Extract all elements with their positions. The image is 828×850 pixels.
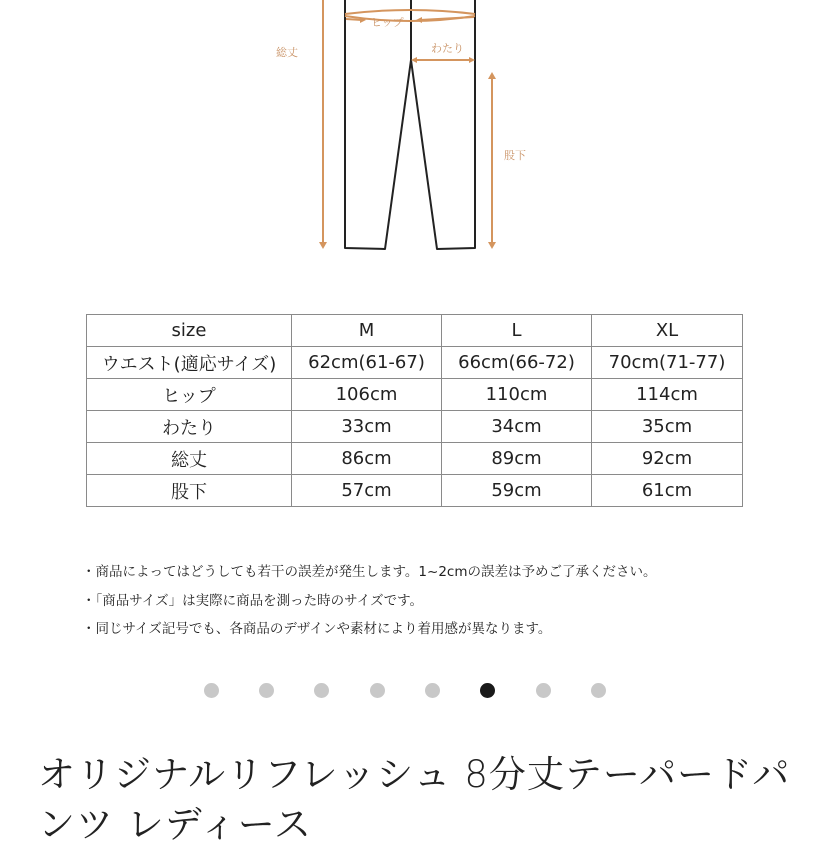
carousel-pagination — [0, 683, 828, 699]
table-cell: 70cm(71-77) — [592, 347, 743, 379]
carousel-dot-7[interactable] — [536, 683, 551, 698]
table-header-row — [87, 315, 743, 347]
inseam-label: 股下 — [504, 149, 526, 162]
table-cell: わたり — [87, 411, 292, 443]
carousel-dot-2[interactable] — [259, 683, 274, 698]
pants-outline-icon — [0, 0, 828, 270]
size-diagram — [0, 0, 828, 270]
table-cell: 61cm — [592, 475, 743, 507]
table-row — [87, 347, 743, 379]
product-title: オリジナルリフレッシュ 8分丈テーパードパンツ レディース — [38, 753, 791, 846]
table-header-cell: L — [442, 315, 592, 347]
table-cell: 35cm — [592, 411, 743, 443]
carousel-dot-4[interactable] — [370, 683, 385, 698]
table-cell: 総丈 — [87, 443, 292, 475]
table-cell: 59cm — [442, 475, 592, 507]
thigh-label: わたり — [431, 42, 464, 55]
table-cell: 106cm — [292, 379, 442, 411]
table-header-cell: XL — [592, 315, 743, 347]
table-cell: 110cm — [442, 379, 592, 411]
carousel-dot-1[interactable] — [204, 683, 219, 698]
table-row — [87, 379, 743, 411]
note-item: ・商品によってはどうしても若干の誤差が発生します。1~2cmの誤差は予めご了承ください。 — [82, 564, 657, 580]
table-cell: 114cm — [592, 379, 743, 411]
table-header-cell: size — [87, 315, 292, 347]
table-cell: 89cm — [442, 443, 592, 475]
carousel-dot-6-active[interactable] — [480, 683, 495, 698]
note-item: ・同じサイズ記号でも、各商品のデザインや素材により着用感が異なります。 — [82, 621, 552, 637]
table-cell: 66cm(66-72) — [442, 347, 592, 379]
table-row — [87, 411, 743, 443]
hip-label: ヒップ — [371, 16, 404, 29]
table-cell: ウエスト(適応サイズ) — [87, 347, 292, 379]
size-table — [86, 314, 743, 507]
carousel-dot-5[interactable] — [425, 683, 440, 698]
size-notes — [82, 558, 656, 644]
table-header-cell: M — [292, 315, 442, 347]
table-row — [87, 443, 743, 475]
table-cell: 34cm — [442, 411, 592, 443]
note-item: ・「商品サイズ」は実際に商品を測った時のサイズです。 — [82, 592, 424, 609]
table-cell: 股下 — [87, 475, 292, 507]
table-cell: 92cm — [592, 443, 743, 475]
table-cell: 33cm — [292, 411, 442, 443]
total-length-label: 総丈 — [276, 46, 298, 59]
table-cell: ヒップ — [87, 379, 292, 411]
table-cell: 62cm(61-67) — [292, 347, 442, 379]
table-cell: 86cm — [292, 443, 442, 475]
carousel-dot-8[interactable] — [591, 683, 606, 698]
table-row — [87, 475, 743, 507]
table-cell: 57cm — [292, 475, 442, 507]
carousel-dot-3[interactable] — [314, 683, 329, 698]
